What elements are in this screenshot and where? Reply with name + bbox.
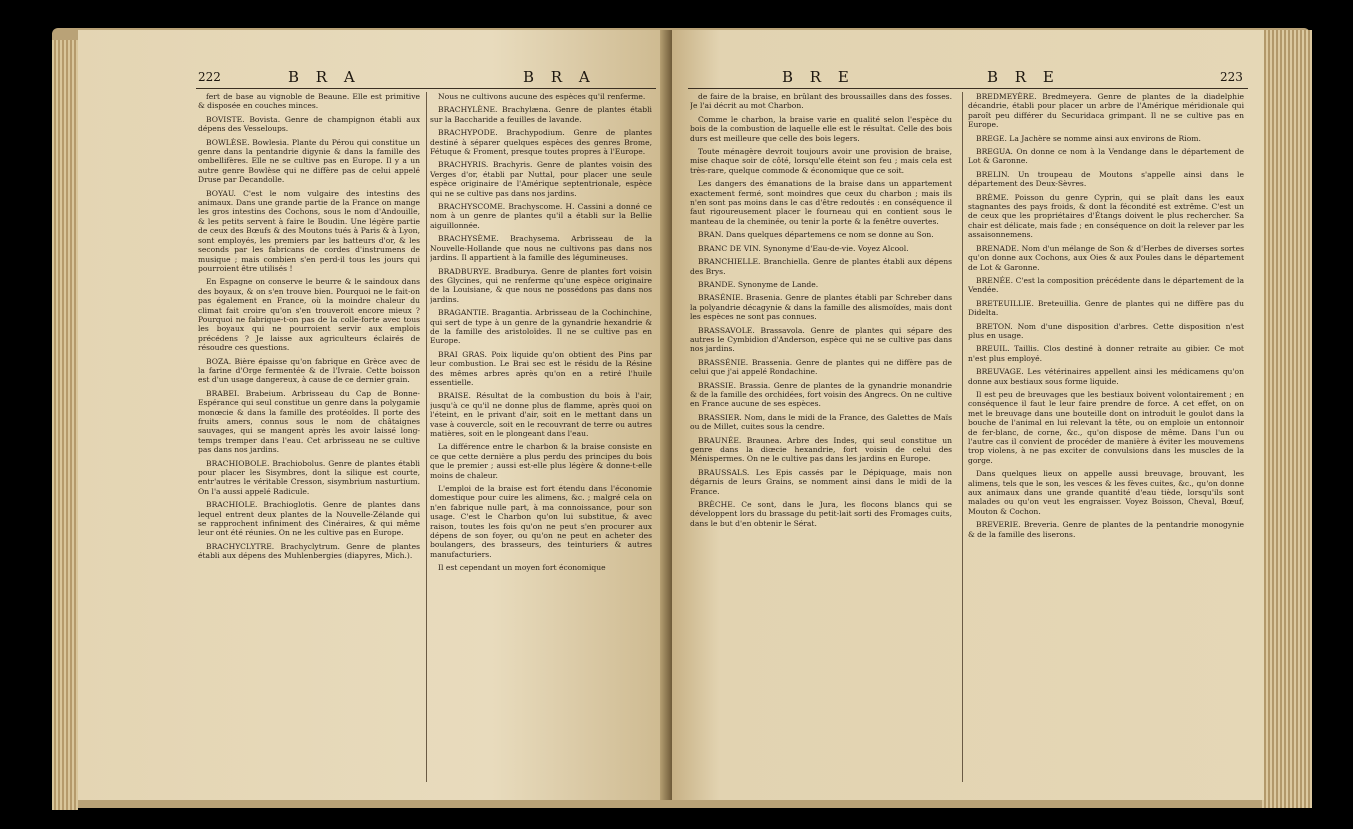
header-rule bbox=[196, 88, 656, 89]
paragraph: BREUVAGE. Les vétérinaires appellent ainsi les médicamens qu'on donne aux bestiaux sous forme liquide. bbox=[968, 367, 1244, 386]
left-header-right: B R A bbox=[523, 68, 596, 86]
paragraph: Toute ménagère devroit toujours avoir une provision de braise, mise chaque soir de côté, lorsqu'elle éteint son feu ; mais cela est très-rare, quelque commode & économique que ce soit. bbox=[690, 147, 952, 175]
paragraph: BRANDE. Synonyme de Lande. bbox=[698, 279, 819, 289]
paragraph: BRACHYPODE. Brachypodium. Genre de plantes destiné à séparer quelques espèces des genres Brome, Fétuque & Froment, presque toutes propres à l'Europe. bbox=[430, 128, 652, 157]
header-rule bbox=[688, 88, 1248, 89]
left-page-number: 222 bbox=[198, 70, 221, 84]
right-column-2 bbox=[968, 92, 1244, 792]
right-page-edges bbox=[1262, 30, 1312, 808]
paragraph: BREVERIE. Breveria. Genre de plantes de la pentandrie monogynie & de la famille des liserons. bbox=[968, 520, 1244, 539]
paragraph: BRELIN. Un troupeau de Moutons s'appelle ainsi dans le département des Deux-Sèvres. bbox=[968, 169, 1244, 189]
paragraph: BREUIL. Taillis. Clos destiné à donner retraite au gibier. Ce mot n'est plus employé. bbox=[968, 344, 1244, 363]
paragraph: BRACHIOLE. Brachioglotis. Genre de plantes dans lequel entrent deux plantes de la Nouvelle-Zélande qui se rapprochent infiniment des Cinéraires, & qui même leur ont été réunies. On ne les cultive pas en Europe. bbox=[198, 500, 420, 538]
paragraph: BRADBURYE. Bradburya. Genre de plantes fort voisin des Glycines, qui ne renferme qu'une espèce originaire de la Louisiane, & que nous ne possédons pas dans nos jardins. bbox=[430, 266, 652, 304]
paragraph: En Espagne on conserve le beurre & le saindoux dans des boyaux, & on s'en trouve bien. Pourquoi ne le fait-on pas également en France, où la moindre chaleur du climat fait croire qu'on s'en trouveroit encore mieux ? Pourquoi ne fabrique-t-on pas de la colle-forte avec tous les boyaux qui ne pourroient servir aux emplois précédens ? Je laisse aux agriculteurs éclairés de résoudre ces questions. bbox=[198, 277, 420, 353]
paragraph: BRACHIOBOLE. Brachiobolus. Genre de plantes établi pour placer les Sisymbres, dont la silique est courte, entr'autres le véritable Cresson, sisymbrium nasturtium. On l'a aussi appelé Radicule. bbox=[198, 458, 420, 496]
paragraph: BREGE. La Jachère se nomme ainsi aux environs de Riom. bbox=[976, 133, 1201, 143]
paragraph: Il est cependant un moyen fort économique bbox=[438, 563, 606, 573]
paragraph: BRACHYLÈNE. Brachylæna. Genre de plantes établi sur la Baccharide a feuilles de lavande. bbox=[430, 105, 652, 124]
paragraph: BRAGANTIE. Bragantia. Arbrisseau de la Cochinchine, qui sert de type à un genre de la gynandrie hexandrie & de la famille des aristoloïdes. Il ne se cultive pas en Europe. bbox=[430, 308, 652, 346]
paragraph: BREGUA. On donne ce nom à la Vendange dans le département de Lot & Garonne. bbox=[968, 147, 1244, 166]
paragraph: BRETON. Nom d'une disposition d'arbres. Cette disposition n'est plus en usage. bbox=[968, 321, 1244, 340]
paragraph: BRACHYCLYTRE. Brachyclytrum. Genre de plantes établi aux dépens des Muhlenbergies (diapyres, Mich.). bbox=[198, 541, 420, 561]
paragraph: BRASSÉNIE. Brassenia. Genre de plantes qui ne diffère pas de celui que j'ai appelé Rondachine. bbox=[690, 357, 952, 377]
paragraph: BOZA. Bière épaisse qu'on fabrique en Grèce avec de la farine d'Orge fermentée & de l'Ivraie. Cette boisson est d'un usage dangereux, à cause de ce dernier grain. bbox=[198, 356, 420, 385]
paragraph: BRASSIER. Nom, dans le midi de la France, des Galettes de Maïs ou de Millet, cuites sous la cendre. bbox=[690, 412, 952, 432]
paragraph: BOVISTE. Bovista. Genre de champignon établi aux dépens des Vesseloups. bbox=[198, 114, 420, 134]
paragraph: BRENADE. Nom d'un mélange de Son & d'Herbes de diverses sortes qu'on donne aux Cochons, aux Oies & aux Poules dans le département de Lot & Garonne. bbox=[968, 243, 1244, 272]
paragraph: Les dangers des émanations de la braise dans un appartement exactement fermé, sont moindres que ceux du charbon ; mais ils n'en sont pas moins dans le cas d'être redoutés : en conséquence il faut rigoureusement placer le fourneau qui en contient sous le manteau de la cheminée, ou tenir la porte & la fenêtre ouvertes. bbox=[690, 179, 952, 226]
paragraph: fert de base au vignoble de Beaune. Elle est primitive & disposée en couches minces. bbox=[198, 92, 420, 111]
column-divider bbox=[962, 92, 963, 782]
right-column-1 bbox=[690, 92, 952, 792]
right-header-right: B R E bbox=[987, 68, 1060, 86]
paragraph: BRÈME. Poisson du genre Cyprin, qui se plaît dans les eaux stagnantes des pays froids, & dont la fécondité est extrême. C'est un de ceux que les propriétaires d'Étangs doivent le plus rechercher. Sa chair est délicate, mais fade ; en conséquence on doit la relever par les assaisonnemens. bbox=[968, 192, 1244, 240]
paragraph: Dans quelques lieux on appelle aussi breuvage, brouvant, les alimens, tels que le son, les vesces & les fèves cuites, &c., qu'on donne aux animaux dans une grande quantité d'eau tiède, lorsqu'ils sont malades ou qu'on veut les engraisser. Voyez Boisson, Cheval, Bœuf, Mouton & Cochon. bbox=[968, 469, 1244, 516]
paragraph: BRANC DE VIN. Synonyme d'Eau-de-vie. Voyez Alcool. bbox=[698, 243, 909, 253]
paragraph: Il est peu de breuvages que les bestiaux boivent volontairement ; en conséquence il faut le leur faire prendre de force. A cet effet, on on met le breuvage dans une bouteille dont on introduit le goulot dans la bouche de l'animal en lui relevant la tête, ou on emploie un entonnoir de fer-blanc, de corne, &c., qu'on dispose de même. Dans l'un ou l'autre cas il convient de procéder de manière à éviter les mouvemens trop violens, à ne pas exciter de convulsions dans les muscles de la gorge. bbox=[968, 389, 1244, 465]
left-page-edges bbox=[52, 40, 78, 810]
right-header-left: B R E bbox=[782, 68, 855, 86]
paragraph: BRAN. Dans quelques départemens ce nom se donne au Son. bbox=[698, 230, 934, 240]
paragraph: BOWLÈSE. Bowlesia. Plante du Pérou qui constitue un genre dans la pentandrie digynie & dans la famille des ombellifères. Elle ne se cultive pas en Europe. Il y a un autre genre Bowlèse qui ne diffère pas de celui appelé Druse par Decandolle. bbox=[198, 137, 420, 185]
left-header-left: B R A bbox=[288, 68, 361, 86]
column-divider bbox=[426, 92, 427, 782]
paragraph: BRASSAVOLE. Brassavola. Genre de plantes qui sépare des autres le Cymbidion d'Anderson, espèce qui ne se cultive pas dans nos jardins. bbox=[690, 325, 952, 354]
paragraph: BRAI GRAS. Poix liquide qu'on obtient des Pins par leur combustion. Le Brai sec est le résidu de la Résine des mêmes arbres après qu'on en a retiré l'huile essentielle. bbox=[430, 349, 652, 387]
paragraph: BRENÉE. C'est la composition précédente dans le département de la Vendée. bbox=[968, 275, 1244, 295]
paragraph: BRACHYSCOME. Brachyscome. H. Cassini a donné ce nom à un genre de plantes qu'il a établi sur la Bellie aiguillonnée. bbox=[430, 202, 652, 230]
paragraph: BRASÉNIE. Brasenia. Genre de plantes établi par Schreber dans la polyandrie décagynie & dans la famille des alismoïdes, mais dont les espèces ne sont pas connues. bbox=[690, 293, 952, 322]
paragraph: BRANCHIELLE. Branchiella. Genre de plantes établi aux dépens des Brys. bbox=[690, 257, 952, 276]
paragraph: BRAUSSALS. Les Epis cassés par le Dépiquage, mais non dégarnis de leurs Grains, se nomment ainsi dans le midi de la France. bbox=[690, 467, 952, 496]
left-column-1 bbox=[198, 92, 420, 792]
left-column-2 bbox=[430, 92, 652, 792]
right-page bbox=[672, 30, 1264, 800]
paragraph: La différence entre le charbon & la braise consiste en ce que cette dernière a plus perdu des principes du bois que le premier ; aussi est-elle plus légère & donne-t-elle moins de chaleur. bbox=[430, 442, 652, 480]
paragraph: BOYAU. C'est le nom vulgaire des intestins des animaux. Dans une grande partie de la France on mange les gros intestins des Cochons, sous le nom d'Andouille, & les petits servent à faire le Boudin. Une légère partie de ceux des Bœufs & des Moutons tués à Paris & à Lyon, sont employés, les premiers par les batteurs d'or, & les seconds par les fabricans de cordes d'instrumens de musique ; mais combien s'en perd-il tous les jours qui pourroient être utilisés ! bbox=[198, 188, 420, 273]
paragraph: Comme le charbon, la braise varie en qualité selon l'espèce du bois de la combustion de laquelle elle est le résultat. Celle des bois durs est meilleure que celle des bois legers. bbox=[690, 114, 952, 143]
left-page bbox=[78, 30, 670, 800]
paragraph: BRASSIE. Brassia. Genre de plantes de la gynandrie monandrie & de la famille des orchidées, fort voisin des Angrecs. On ne cultive en France aucune de ses espèces. bbox=[690, 380, 952, 409]
paragraph: BRABEI. Brabeium. Arbrisseau du Cap de Bonne-Espérance qui seul constitue un genre dans la polygamie monœcie & dans la famille des protéoïdes. Il porte des fruits amers, connus sous le nom de châtaignes sauvages, qui se mangent après les avoir laissé long-temps tremper dans l'eau. Cet arbrisseau ne se cultive pas dans nos jardins. bbox=[198, 388, 420, 455]
paragraph: BREDMEYÈRE. Bredmeyera. Genre de plantes de la diadelphie décandrie, établi pour placer un arbre de l'Amérique méridionale qui paroît peu différer du Securidaca grimpant. Il ne se cultive pas en Europe. bbox=[968, 92, 1244, 130]
paragraph: BRETEUILLIE. Breteuillia. Genre de plantes qui ne diffère pas du Didelta. bbox=[968, 298, 1244, 318]
paragraph: BRAUNÉE. Braunea. Arbre des Indes, qui seul constitue un genre dans la diœcie hexandrie, fort voisin de celui des Ménispermes. On ne le cultive pas dans les jardins en Europe. bbox=[690, 435, 952, 464]
paragraph: BRAISE. Résultat de la combustion du bois à l'air, jusqu'à ce qu'il ne donne plus de flamme, après quoi on l'éteint, en le privant d'air, soit en le mettant dans un vase à couvercle, soit en le recouvrant de terre ou autres matières, soit en le plongeant dans l'eau. bbox=[430, 391, 652, 438]
paragraph: BRÈCHE. Ce sont, dans le Jura, les flocons blancs qui se développent lors du brassage du petit-lait sorti des Fromages cuits, dans le but d'en obtenir le Sérat. bbox=[690, 500, 952, 528]
paragraph: BRACHYSÈME. Brachysema. Arbrisseau de la Nouvelle-Hollande que nous ne cultivons pas dans nos jardins. Il appartient à la famille des légumineuses. bbox=[430, 234, 652, 263]
paragraph: Nous ne cultivons aucune des espèces qu'il renferme. bbox=[438, 92, 646, 101]
paragraph: BRACHYRIS. Brachyris. Genre de plantes voisin des Verges d'or, établi par Nuttal, pour placer une seule espèce originaire de l'Amérique septentrionale, espèce qui ne se cultive pas dans nos jardins. bbox=[430, 160, 652, 198]
paragraph: L'emploi de la braise est fort étendu dans l'économie domestique pour cuire les alimens, &c. ; malgré cela on n'en fabrique nulle part, à ma connoissance, pour son usage. C'est le Charbon qu'on lui substitue, & avec raison, toutes les fois qu'on ne peut s'en procurer aux dépens de son foyer, ou qu'on ne peut en acheter des boulangers, des brasseurs, des teinturiers & autres manufacturiers. bbox=[430, 484, 652, 559]
right-page-number: 223 bbox=[1220, 70, 1243, 84]
paragraph: de faire de la braise, en brûlant des broussailles dans des fosses. Je l'ai décrit au mot Charbon. bbox=[690, 92, 952, 111]
